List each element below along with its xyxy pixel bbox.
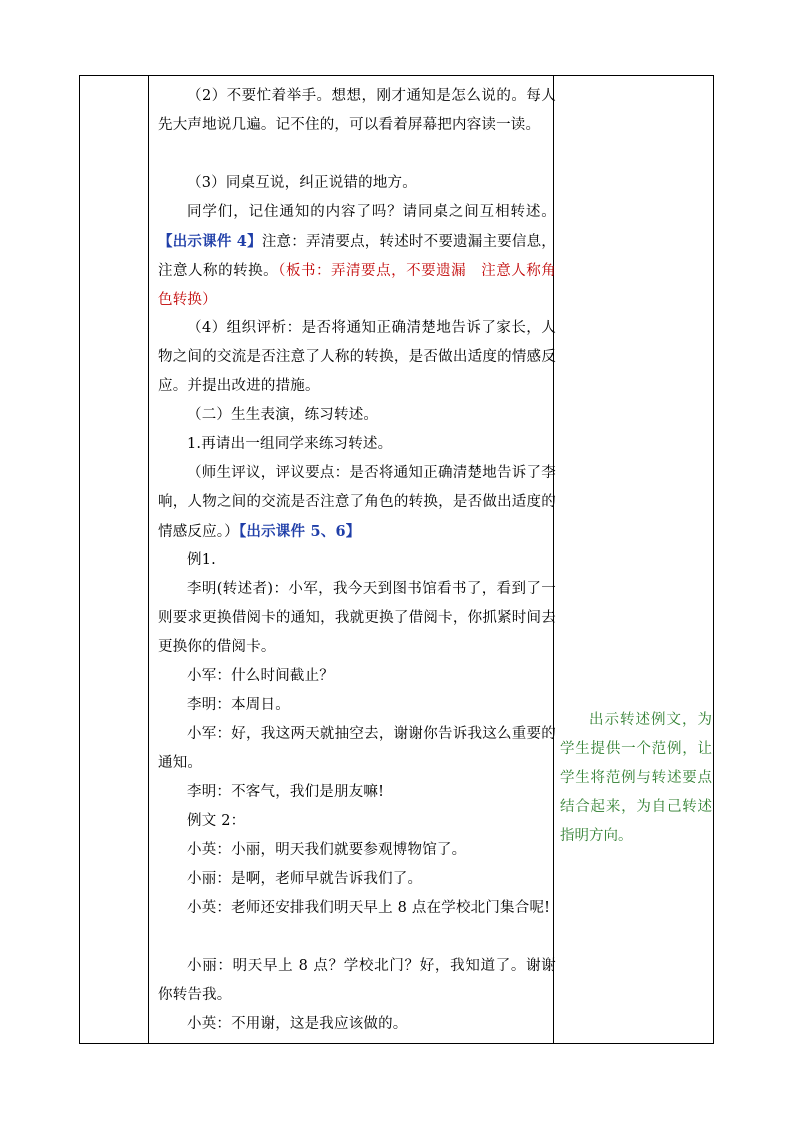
example-1-label: 例1. <box>187 552 216 568</box>
dialogue-line: 小丽：是啊，老师早就告诉我们了。 <box>187 871 423 887</box>
paragraph-step-2: （2）不要忙着举手。想想，刚才通知是怎么说的。每人先大声地说几遍。记不住的，可以看着屏幕把内容读一读。 <box>158 88 556 133</box>
lesson-plan-table <box>79 75 714 1044</box>
board-writing: （板书：弄清要点，不要遗漏 注意人称角色转换） <box>158 263 556 308</box>
dialogue-line: 小英：老师还安排我们明天早上 8 点在学校北门集合呢! <box>187 900 551 916</box>
paragraph-evaluation <box>158 459 556 547</box>
paragraph-transfer-instruction <box>158 198 556 315</box>
courseware-tag-4: 【出示课件 4】 <box>158 233 262 250</box>
dialogue-line: 小丽：明天早上 8 点？学校北门？好，我知道了。谢谢你转告我。 <box>158 958 556 1003</box>
attention-text: 注意：弄清要点，转述时不要遗漏主要信息，注意人称的转换。 <box>158 234 556 279</box>
dialogue-line: 小军：什么时间截止？ <box>187 668 334 684</box>
dialogue-line: 小军：好，我这两天就抽空去，谢谢你告诉我这么重要的通知。 <box>158 726 556 771</box>
dialogue-line: 李明(转述者)：小军，我今天到图书馆看书了，看到了一则要求更换借阅卡的通知，我就更换了借阅卡，你抓紧时间去更换你的借阅卡。 <box>158 581 556 655</box>
section-heading-2: （二）生生表演，练习转述。 <box>187 407 379 423</box>
paragraph-practice-1: 1.再请出一组同学来练习转述。 <box>187 436 393 452</box>
courseware-tag-5-6: 【出示课件 5、6】 <box>238 523 361 540</box>
paragraph-step-4: （4）组织评析：是否将通知正确清楚地告诉了家长，人物之间的交流是否注意了人称的转换，是否做出适度的情感反应。并提出改进的措施。 <box>158 320 556 394</box>
design-intent-note <box>560 706 712 851</box>
note-text: 出示转述例文，为学生提供一个范例，让学生将范例与转述要点结合起来，为自己转述指明方向。 <box>560 712 712 844</box>
instruction-text: 同学们，记住通知的内容了吗？请同桌之间互相转述。 <box>187 204 556 220</box>
dialogue-line: 李明：本周日。 <box>187 697 290 713</box>
column-divider-left <box>148 76 149 1043</box>
dialogue-line: 小英：小丽，明天我们就要参观博物馆了。 <box>187 842 467 858</box>
evaluation-text: （师生评议，评议要点：是否将通知正确清楚地告诉了李响，人物之间的交流是否注意了角色的转换，是否做出适度的情感反应。） <box>158 465 556 540</box>
dialogue-line: 李明：不客气，我们是朋友嘛! <box>187 784 385 800</box>
paragraph-step-3: （3）同桌互说，纠正说错的地方。 <box>187 175 417 191</box>
example-2-label: 例文 2： <box>187 813 246 829</box>
dialogue-line: 小英：不用谢，这是我应该做的。 <box>187 1016 408 1032</box>
